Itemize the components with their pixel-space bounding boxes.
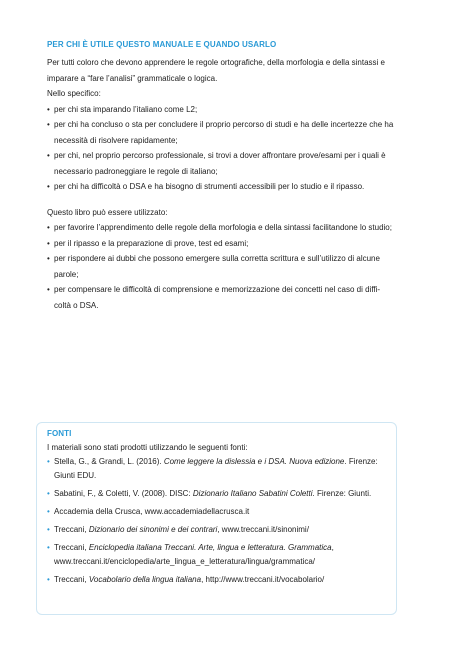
source-text: Treccani, <box>54 575 89 584</box>
source-text: . Firenze: <box>344 457 378 466</box>
source-text: Accademia della Crusca, www.accademiadellacrusca.it <box>54 507 250 516</box>
source-title: Come leggere la dislessia e i DSA. Nuova edizione <box>163 457 345 466</box>
intro-section <box>47 40 407 313</box>
sources-list <box>47 455 386 587</box>
list-item-text: per chi ha concluso o sta per concludere il proprio percorso di studi e ha delle incertezze che ha <box>54 120 394 129</box>
list-item-text: parole; <box>54 269 79 279</box>
source-title: Dizionario Italiano Sabatini Coletti <box>192 489 313 498</box>
list-item-text: per chi, nel proprio percorso professionale, si trovi a dover affrontare prove/esami per i quali è <box>54 151 386 160</box>
source-title: Enciclopedia italiana Treccani. Arte, lingua e letteratura. Grammatica <box>88 543 332 552</box>
list-item-text: per favorire l’apprendimento delle regole della morfologia e della sintassi facilitandone lo studio; <box>54 223 392 232</box>
intro-line: imparare a “fare l’analisi” grammaticale o logica. <box>47 73 218 83</box>
source-text: , www.treccani.it/sinonimi/ <box>217 525 309 534</box>
list-item-text: per rispondere ai dubbi che possono emergere sulla corretta scrittura e sull’utilizzo di alcune <box>54 254 380 263</box>
specifico-label: Nello specifico: <box>47 89 101 98</box>
source-item <box>47 573 386 587</box>
fonti-intro: I materiali sono stati prodotti utilizzando le seguenti fonti: <box>47 443 248 452</box>
list-item-text: necessario padroneggiare le regole di italiano; <box>54 166 218 176</box>
source-item <box>47 455 386 483</box>
source-item <box>47 541 386 569</box>
usage-list <box>47 220 407 313</box>
source-text: www.treccani.it/enciclopedia/arte_lingua_e_letteratura/lingua/grammatica/ <box>54 557 316 566</box>
source-text: Treccani, <box>54 543 89 552</box>
fonti-heading: FONTI <box>47 429 72 438</box>
list-item <box>47 220 407 236</box>
list-item <box>47 251 407 282</box>
intro-line: Per tutti coloro che devono apprendere le regole ortografiche, della morfologia e della sintassi e <box>47 58 385 67</box>
fonti-box <box>36 422 397 615</box>
list-item-text: coltà o DSA. <box>54 300 99 310</box>
list-item <box>47 179 407 195</box>
source-text: Treccani, <box>54 525 89 534</box>
list-item-text: per chi ha difficoltà o DSA e ha bisogno di strumenti accessibili per lo studio e il ripasso. <box>54 182 365 191</box>
uso-label: Questo libro può essere utilizzato: <box>47 207 168 217</box>
source-title: Dizionario dei sinonimi e dei contrari <box>88 525 218 534</box>
source-title: Vocabolario della lingua italiana <box>88 575 202 584</box>
list-item <box>47 102 407 118</box>
list-item <box>47 236 407 252</box>
list-item-text: per compensare le difficoltà di comprensione e memorizzazione dei concetti nel caso di diffi- <box>54 285 381 294</box>
list-item <box>47 148 407 179</box>
source-text: . Firenze: Giunti. <box>312 489 372 498</box>
source-text: , <box>331 543 334 552</box>
list-item <box>47 117 407 148</box>
source-item <box>47 487 386 501</box>
list-item <box>47 282 407 313</box>
source-item <box>47 505 386 519</box>
source-text: , http://www.treccani.it/vocabolario/ <box>201 575 325 584</box>
list-item-text: per chi sta imparando l’italiano come L2; <box>54 104 198 114</box>
section-heading: PER CHI È UTILE QUESTO MANUALE E QUANDO USARLO <box>47 40 277 49</box>
list-item-text: necessità di risolvere rapidamente; <box>54 135 178 145</box>
source-text: Sabatini, F., & Coletti, V. (2008). DISC: <box>54 489 193 498</box>
list-item-text: per il ripasso e la preparazione di prove, test ed esami; <box>54 238 249 248</box>
source-text: Giunti EDU. <box>54 471 97 480</box>
spacer <box>47 195 407 205</box>
source-text: Stella, G., & Grandi, L. (2016). <box>54 457 164 466</box>
source-item <box>47 523 386 537</box>
target-list <box>47 102 407 195</box>
